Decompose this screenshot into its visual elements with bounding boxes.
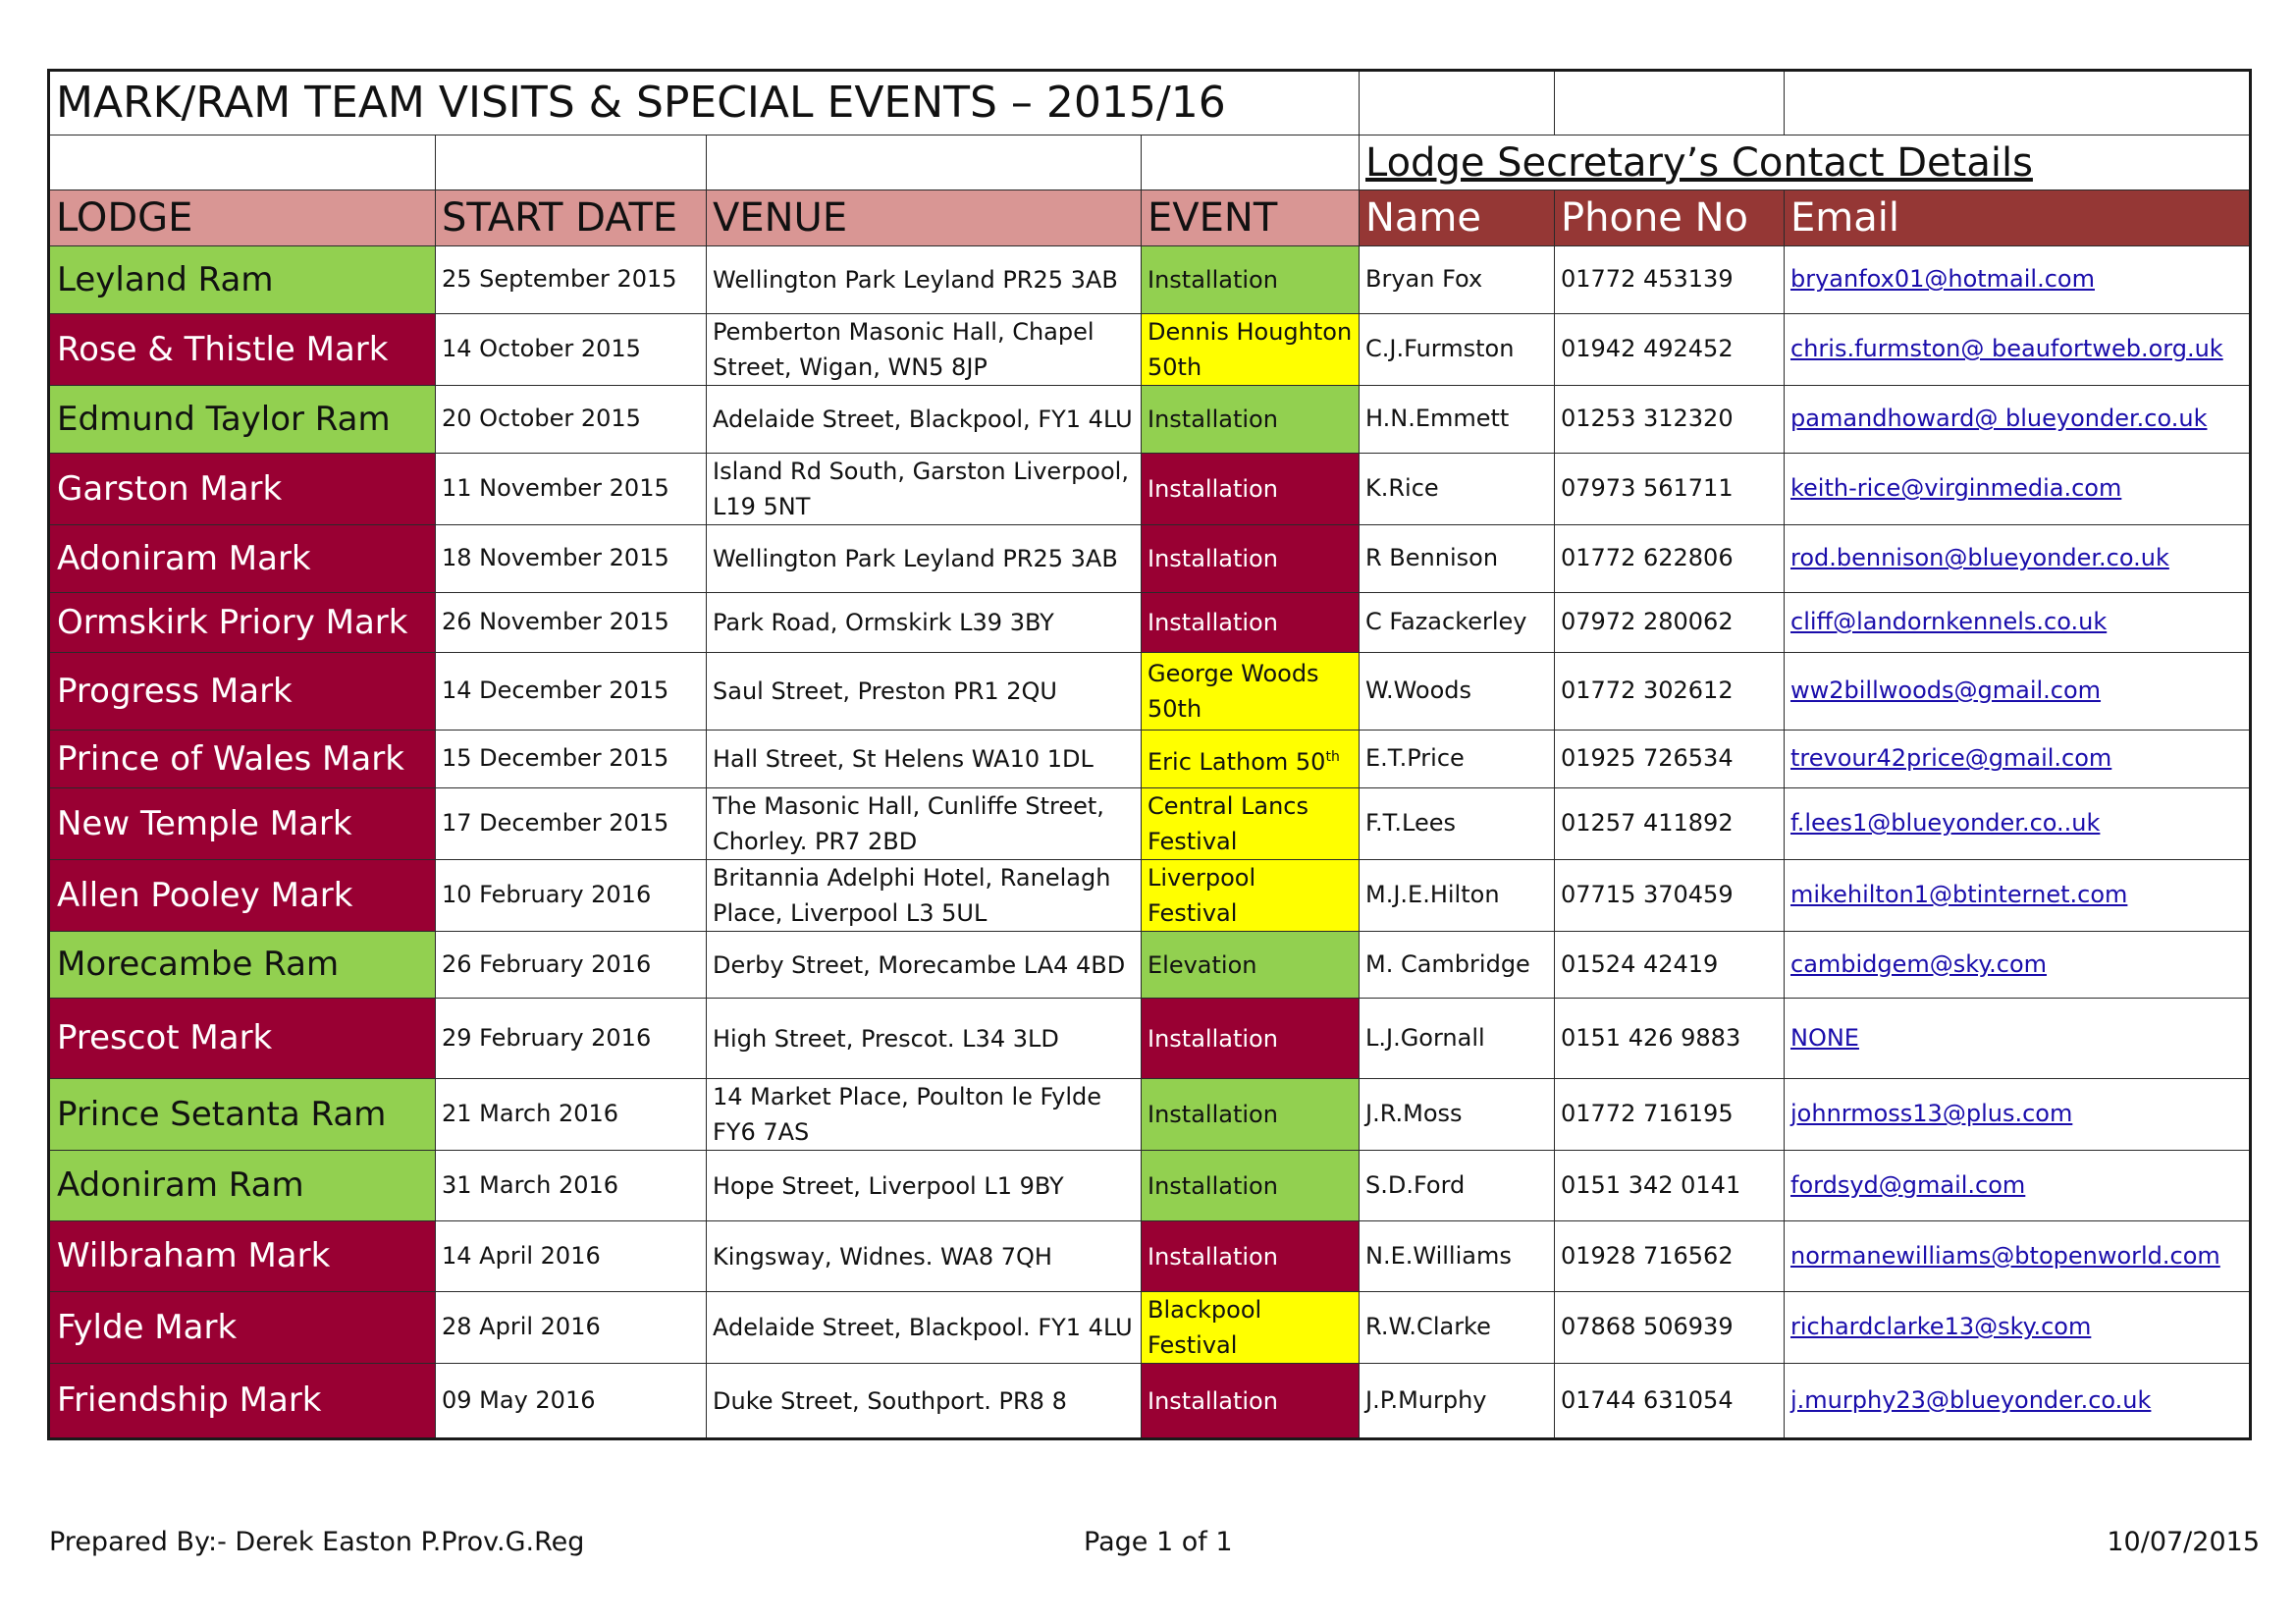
table-row bbox=[49, 1364, 2251, 1439]
empty-cell bbox=[707, 135, 1142, 190]
email-link[interactable]: cambidgem@sky.com bbox=[1790, 949, 2048, 978]
email-cell bbox=[1785, 999, 2251, 1079]
venue-cell: Adelaide Street, Blackpool, FY1 4LU bbox=[707, 386, 1142, 454]
table-row bbox=[49, 386, 2251, 454]
header-lodge: LODGE bbox=[49, 190, 436, 246]
footer-page-number: Page 1 of 1 bbox=[1084, 1527, 1233, 1557]
event-cell bbox=[1142, 454, 1360, 525]
event-label: Installation bbox=[1148, 1101, 1278, 1128]
lodge-cell: Wilbraham Mark bbox=[49, 1221, 436, 1292]
email-cell bbox=[1785, 788, 2251, 860]
email-link[interactable]: trevour42price@gmail.com bbox=[1790, 744, 2112, 773]
table-row bbox=[49, 1079, 2251, 1151]
phone-cell: 01524 42419 bbox=[1555, 932, 1785, 999]
table-row bbox=[49, 525, 2251, 593]
lodge-cell: Edmund Taylor Ram bbox=[49, 386, 436, 454]
secretary-name-cell: H.N.Emmett bbox=[1360, 386, 1555, 454]
lodge-cell: Adoniram Ram bbox=[49, 1151, 436, 1221]
title-row bbox=[49, 71, 2251, 135]
event-cell bbox=[1142, 314, 1360, 386]
event-label: Elevation bbox=[1148, 950, 1257, 979]
lodge-cell: Progress Mark bbox=[49, 653, 436, 731]
header-venue: VENUE bbox=[707, 190, 1142, 246]
lodge-cell: Prince Setanta Ram bbox=[49, 1079, 436, 1151]
event-label: Blackpool Festival bbox=[1148, 1296, 1262, 1359]
lodge-cell: New Temple Mark bbox=[49, 788, 436, 860]
secretary-name-cell: N.E.Williams bbox=[1360, 1221, 1555, 1292]
email-cell bbox=[1785, 731, 2251, 788]
phone-cell: 01772 302612 bbox=[1555, 653, 1785, 731]
lodge-cell: Prescot Mark bbox=[49, 999, 436, 1079]
email-cell bbox=[1785, 525, 2251, 593]
table-row bbox=[49, 1292, 2251, 1364]
event-cell bbox=[1142, 860, 1360, 932]
event-cell bbox=[1142, 593, 1360, 653]
event-label: Installation bbox=[1148, 609, 1278, 636]
email-link[interactable]: johnrmoss13@plus.com bbox=[1790, 1100, 2073, 1128]
empty-cell bbox=[1142, 135, 1360, 190]
venue-cell: Adelaide Street, Blackpool. FY1 4LU bbox=[707, 1292, 1142, 1364]
email-cell bbox=[1785, 653, 2251, 731]
email-link[interactable]: normanewilliams@btopenworld.com bbox=[1790, 1241, 2220, 1270]
email-cell bbox=[1785, 1079, 2251, 1151]
table-row bbox=[49, 860, 2251, 932]
venue-cell: Wellington Park Leyland PR25 3AB bbox=[707, 246, 1142, 314]
footer-date: 10/07/2015 bbox=[2107, 1527, 2260, 1557]
empty-cell bbox=[1360, 71, 1555, 135]
table-row bbox=[49, 653, 2251, 731]
lodge-cell: Prince of Wales Mark bbox=[49, 731, 436, 788]
event-cell bbox=[1142, 653, 1360, 731]
secretary-name-cell: W.Woods bbox=[1360, 653, 1555, 731]
lodge-cell: Fylde Mark bbox=[49, 1292, 436, 1364]
lodge-cell: Friendship Mark bbox=[49, 1364, 436, 1439]
event-label: Installation bbox=[1148, 545, 1278, 572]
lodge-cell: Leyland Ram bbox=[49, 246, 436, 314]
event-label: Eric Lathom 50 bbox=[1148, 747, 1326, 776]
venue-cell: Wellington Park Leyland PR25 3AB bbox=[707, 525, 1142, 593]
event-cell bbox=[1142, 731, 1360, 788]
event-cell bbox=[1142, 1364, 1360, 1439]
email-link[interactable]: mikehilton1@btinternet.com bbox=[1790, 881, 2128, 909]
contact-details-title: Lodge Secretary’s Contact Details bbox=[1360, 135, 2251, 190]
event-label: Installation bbox=[1148, 1171, 1278, 1200]
phone-cell: 01744 631054 bbox=[1555, 1364, 1785, 1439]
secretary-name-cell: C.J.Furmston bbox=[1360, 314, 1555, 386]
start-date-cell: 26 November 2015 bbox=[436, 593, 707, 653]
event-label: Installation bbox=[1148, 1386, 1278, 1415]
phone-cell: 01772 622806 bbox=[1555, 525, 1785, 593]
header-email: Email bbox=[1785, 190, 2251, 246]
footer-prepared-by: Prepared By:- Derek Easton P.Prov.G.Reg bbox=[49, 1527, 585, 1557]
secretary-name-cell: R Bennison bbox=[1360, 525, 1555, 593]
secretary-name-cell: E.T.Price bbox=[1360, 731, 1555, 788]
email-cell bbox=[1785, 1221, 2251, 1292]
table-row bbox=[49, 1221, 2251, 1292]
secretary-name-cell: M. Cambridge bbox=[1360, 932, 1555, 999]
event-label: Dennis Houghton 50th bbox=[1148, 318, 1353, 381]
event-label: Installation bbox=[1148, 1024, 1278, 1053]
venue-cell: 14 Market Place, Poulton le Fylde FY6 7AS bbox=[707, 1079, 1142, 1151]
phone-cell: 01942 492452 bbox=[1555, 314, 1785, 386]
start-date-cell: 18 November 2015 bbox=[436, 525, 707, 593]
email-cell bbox=[1785, 246, 2251, 314]
event-label: Installation bbox=[1148, 1242, 1278, 1271]
venue-cell: Hope Street, Liverpool L1 9BY bbox=[707, 1151, 1142, 1221]
event-label: George Woods 50th bbox=[1148, 660, 1319, 723]
venue-cell: Pemberton Masonic Hall, Chapel Street, Wigan, WN5 8JP bbox=[707, 314, 1142, 386]
email-link[interactable]: cliff@landornkennels.co.uk bbox=[1790, 608, 2108, 636]
event-superscript: th bbox=[1325, 748, 1340, 765]
start-date-cell: 26 February 2016 bbox=[436, 932, 707, 999]
start-date-cell: 11 November 2015 bbox=[436, 454, 707, 525]
secretary-name-cell: S.D.Ford bbox=[1360, 1151, 1555, 1221]
email-link[interactable]: keith-rice@virginmedia.com bbox=[1790, 474, 2122, 503]
subtitle-row bbox=[49, 135, 2251, 190]
phone-cell: 07973 561711 bbox=[1555, 454, 1785, 525]
email-link[interactable]: richardclarke13@sky.com bbox=[1790, 1313, 2092, 1341]
empty-cell bbox=[436, 135, 707, 190]
phone-cell: 01772 453139 bbox=[1555, 246, 1785, 314]
table-row bbox=[49, 593, 2251, 653]
event-cell bbox=[1142, 788, 1360, 860]
event-label: Installation bbox=[1148, 475, 1278, 503]
header-start-date: START DATE bbox=[436, 190, 707, 246]
secretary-name-cell: F.T.Lees bbox=[1360, 788, 1555, 860]
venue-cell: Kingsway, Widnes. WA8 7QH bbox=[707, 1221, 1142, 1292]
venue-cell: High Street, Prescot. L34 3LD bbox=[707, 999, 1142, 1079]
venue-cell: Island Rd South, Garston Liverpool, L19 5NT bbox=[707, 454, 1142, 525]
phone-cell: 01928 716562 bbox=[1555, 1221, 1785, 1292]
lodge-cell: Morecambe Ram bbox=[49, 932, 436, 999]
email-cell bbox=[1785, 1364, 2251, 1439]
secretary-name-cell: M.J.E.Hilton bbox=[1360, 860, 1555, 932]
secretary-name-cell: K.Rice bbox=[1360, 454, 1555, 525]
start-date-cell: 14 October 2015 bbox=[436, 314, 707, 386]
email-link[interactable]: f.lees1@blueyonder.co..uk bbox=[1790, 809, 2101, 838]
start-date-cell: 20 October 2015 bbox=[436, 386, 707, 454]
venue-cell: Britannia Adelphi Hotel, Ranelagh Place, Liverpool L3 5UL bbox=[707, 860, 1142, 932]
empty-cell bbox=[1555, 71, 1785, 135]
lodge-cell: Ormskirk Priory Mark bbox=[49, 593, 436, 653]
start-date-cell: 17 December 2015 bbox=[436, 788, 707, 860]
lodge-cell: Allen Pooley Mark bbox=[49, 860, 436, 932]
phone-cell: 01772 716195 bbox=[1555, 1079, 1785, 1151]
start-date-cell: 28 April 2016 bbox=[436, 1292, 707, 1364]
email-cell bbox=[1785, 1151, 2251, 1221]
events-table bbox=[47, 69, 2252, 1440]
email-link[interactable]: bryanfox01@hotmail.com bbox=[1790, 265, 2095, 294]
start-date-cell: 15 December 2015 bbox=[436, 731, 707, 788]
secretary-name-cell: J.R.Moss bbox=[1360, 1079, 1555, 1151]
event-label: Central Lancs Festival bbox=[1148, 792, 1309, 855]
event-cell bbox=[1142, 1221, 1360, 1292]
start-date-cell: 10 February 2016 bbox=[436, 860, 707, 932]
phone-cell: 01253 312320 bbox=[1555, 386, 1785, 454]
table-row bbox=[49, 731, 2251, 788]
header-row bbox=[49, 190, 2251, 246]
venue-cell: Park Road, Ormskirk L39 3BY bbox=[707, 593, 1142, 653]
email-cell bbox=[1785, 386, 2251, 454]
event-cell bbox=[1142, 1079, 1360, 1151]
secretary-name-cell: R.W.Clarke bbox=[1360, 1292, 1555, 1364]
start-date-cell: 14 April 2016 bbox=[436, 1221, 707, 1292]
start-date-cell: 29 February 2016 bbox=[436, 999, 707, 1079]
venue-cell: Saul Street, Preston PR1 2QU bbox=[707, 653, 1142, 731]
table-row bbox=[49, 454, 2251, 525]
venue-cell: Duke Street, Southport. PR8 8 bbox=[707, 1364, 1142, 1439]
event-cell bbox=[1142, 999, 1360, 1079]
email-cell bbox=[1785, 932, 2251, 999]
venue-cell: The Masonic Hall, Cunliffe Street, Chorley. PR7 2BD bbox=[707, 788, 1142, 860]
event-cell bbox=[1142, 386, 1360, 454]
email-link[interactable]: rod.bennison@blueyonder.co.uk bbox=[1790, 544, 2169, 572]
email-link[interactable]: chris.furmston@ beaufortweb.org.uk bbox=[1790, 335, 2223, 363]
phone-cell: 07868 506939 bbox=[1555, 1292, 1785, 1364]
email-link[interactable]: NONE bbox=[1790, 1023, 1859, 1052]
event-label: Installation bbox=[1148, 406, 1278, 433]
phone-cell: 07972 280062 bbox=[1555, 593, 1785, 653]
secretary-name-cell: Bryan Fox bbox=[1360, 246, 1555, 314]
email-link[interactable]: fordsyd@gmail.com bbox=[1790, 1170, 2026, 1199]
lodge-cell: Garston Mark bbox=[49, 454, 436, 525]
phone-cell: 0151 342 0141 bbox=[1555, 1151, 1785, 1221]
start-date-cell: 25 September 2015 bbox=[436, 246, 707, 314]
table-row bbox=[49, 999, 2251, 1079]
table-row bbox=[49, 932, 2251, 999]
email-cell bbox=[1785, 1292, 2251, 1364]
secretary-name-cell: C Fazackerley bbox=[1360, 593, 1555, 653]
start-date-cell: 09 May 2016 bbox=[436, 1364, 707, 1439]
venue-cell: Hall Street, St Helens WA10 1DL bbox=[707, 731, 1142, 788]
secretary-name-cell: L.J.Gornall bbox=[1360, 999, 1555, 1079]
event-cell bbox=[1142, 1151, 1360, 1221]
header-event: EVENT bbox=[1142, 190, 1360, 246]
phone-cell: 07715 370459 bbox=[1555, 860, 1785, 932]
event-label: Installation bbox=[1148, 266, 1278, 294]
start-date-cell: 14 December 2015 bbox=[436, 653, 707, 731]
table-row bbox=[49, 314, 2251, 386]
lodge-cell: Adoniram Mark bbox=[49, 525, 436, 593]
event-cell bbox=[1142, 246, 1360, 314]
table-row bbox=[49, 1151, 2251, 1221]
event-label: Liverpool Festival bbox=[1148, 864, 1256, 927]
venue-cell: Derby Street, Morecambe LA4 4BD bbox=[707, 932, 1142, 999]
page-title: MARK/RAM TEAM VISITS & SPECIAL EVENTS – 2015/16 bbox=[49, 71, 1360, 135]
event-cell bbox=[1142, 1292, 1360, 1364]
email-link[interactable]: pamandhoward@ blueyonder.co.uk bbox=[1790, 405, 2208, 433]
empty-cell bbox=[1785, 71, 2251, 135]
event-cell bbox=[1142, 932, 1360, 999]
email-link[interactable]: j.murphy23@blueyonder.co.uk bbox=[1790, 1385, 2152, 1414]
empty-cell bbox=[49, 135, 436, 190]
phone-cell: 01257 411892 bbox=[1555, 788, 1785, 860]
email-cell bbox=[1785, 593, 2251, 653]
lodge-cell: Rose & Thistle Mark bbox=[49, 314, 436, 386]
table-row bbox=[49, 788, 2251, 860]
email-link[interactable]: ww2billwoods@gmail.com bbox=[1790, 677, 2102, 705]
header-phone: Phone No bbox=[1555, 190, 1785, 246]
phone-cell: 01925 726534 bbox=[1555, 731, 1785, 788]
start-date-cell: 21 March 2016 bbox=[436, 1079, 707, 1151]
start-date-cell: 31 March 2016 bbox=[436, 1151, 707, 1221]
secretary-name-cell: J.P.Murphy bbox=[1360, 1364, 1555, 1439]
email-cell bbox=[1785, 454, 2251, 525]
email-cell bbox=[1785, 314, 2251, 386]
table-row bbox=[49, 246, 2251, 314]
email-cell bbox=[1785, 860, 2251, 932]
event-cell bbox=[1142, 525, 1360, 593]
phone-cell: 0151 426 9883 bbox=[1555, 999, 1785, 1079]
header-name: Name bbox=[1360, 190, 1555, 246]
